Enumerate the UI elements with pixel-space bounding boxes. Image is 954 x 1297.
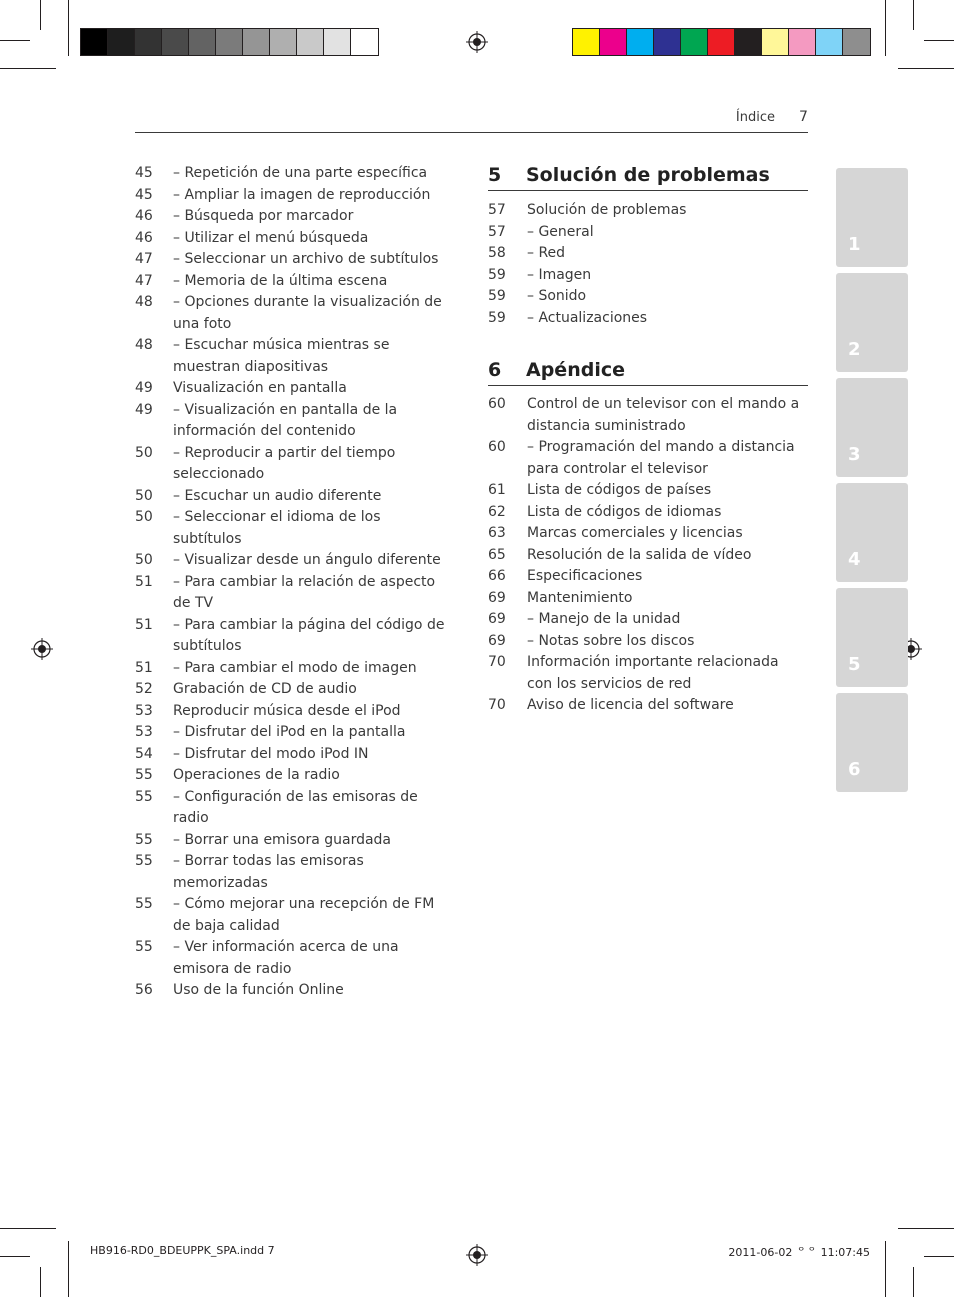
color-swatch — [816, 29, 843, 55]
toc-entry-text: – Disfrutar del iPod en la pantalla — [173, 724, 406, 740]
toc-entry[interactable] — [135, 701, 453, 723]
toc-page-number: 57 — [488, 223, 506, 240]
toc-page-number: 69 — [488, 589, 506, 606]
toc-page-number: 50 — [135, 487, 153, 504]
toc-entry-text: – Escuchar un audio diferente — [173, 487, 382, 504]
color-swatch — [135, 29, 162, 55]
crop-mark-bl-v2 — [68, 1241, 69, 1297]
toc-entry[interactable] — [135, 271, 453, 293]
toc-entry[interactable] — [488, 480, 806, 502]
crop-mark-br-h — [898, 1228, 954, 1229]
color-swatch — [708, 29, 735, 55]
chapter-tab-number: 4 — [848, 549, 861, 570]
header-rule — [135, 132, 808, 133]
toc-page-number: 57 — [488, 202, 506, 218]
toc-entry-text: – Red — [527, 245, 566, 261]
color-swatch — [654, 29, 681, 55]
registration-target-icon — [466, 1244, 488, 1266]
toc-page-number: 52 — [135, 681, 153, 697]
toc-entry-text: Especificaciones — [527, 568, 643, 584]
toc-entry-text: Control de un televisor con el mando a distancia suministrado — [527, 396, 800, 434]
toc-entry[interactable] — [488, 286, 806, 308]
toc-entry[interactable] — [135, 335, 453, 378]
toc-entry-text: – Notas sobre los discos — [527, 632, 695, 649]
crop-mark-tl-h — [0, 40, 30, 41]
toc-entry-text: – Memoria de la última escena — [173, 272, 388, 289]
toc-entry[interactable] — [135, 937, 453, 980]
toc-page-number: 63 — [488, 525, 506, 541]
chapter-tab-5[interactable] — [836, 588, 908, 687]
toc-page-number: 70 — [488, 697, 506, 713]
toc-entry-text: – Manejo de la unidad — [527, 611, 681, 627]
section-title: Solución de problemas — [526, 164, 770, 186]
toc-page-number: 48 — [135, 337, 153, 353]
chapter-tab-1[interactable] — [836, 168, 908, 267]
toc-page-number: 47 — [135, 251, 153, 267]
toc-entry[interactable] — [488, 566, 806, 588]
toc-entry[interactable] — [135, 443, 453, 486]
toc-page-number: 51 — [135, 616, 153, 633]
toc-entry[interactable] — [135, 550, 453, 572]
color-swatch — [627, 29, 654, 55]
toc-entry[interactable] — [135, 722, 453, 744]
toc-entry[interactable] — [488, 394, 806, 437]
toc-entry-text: – Actualizaciones — [527, 309, 648, 326]
toc-page-number: 70 — [488, 654, 506, 670]
process-color-bar — [572, 28, 871, 56]
toc-page-number: 60 — [488, 396, 506, 412]
toc-page-number: 59 — [488, 288, 506, 304]
toc-page-number: 50 — [135, 552, 153, 568]
toc-page-number: 69 — [488, 611, 506, 627]
toc-page-number: 46 — [135, 208, 153, 224]
toc-entry-text: – Imagen — [527, 266, 592, 283]
toc-page-number: 49 — [135, 401, 153, 418]
toc-entry[interactable] — [488, 222, 806, 244]
toc-entry[interactable] — [488, 588, 806, 610]
color-swatch — [573, 29, 600, 55]
toc-page-number: 55 — [135, 853, 153, 869]
chapter-tab-number: 5 — [848, 654, 861, 675]
toc-entry[interactable] — [488, 437, 806, 480]
chapter-tab-number: 2 — [848, 339, 861, 360]
toc-left-column — [135, 163, 453, 1002]
color-swatch — [681, 29, 708, 55]
toc-entry-text: – Visualizar desde un ángulo diferente — [173, 552, 441, 568]
section-title: Apéndice — [526, 359, 625, 381]
toc-entry[interactable] — [488, 308, 806, 330]
color-swatch — [324, 29, 351, 55]
toc-entry-text: Operaciones de la radio — [173, 767, 340, 783]
crop-mark-bl-v — [40, 1267, 41, 1297]
color-swatch — [762, 29, 789, 55]
toc-entry[interactable] — [135, 486, 453, 508]
toc-entry-text: Información importante relacionada con los servicios de red — [527, 654, 779, 692]
toc-page-number: 51 — [135, 659, 153, 676]
toc-entry[interactable] — [135, 787, 453, 830]
chapter-tab-6[interactable] — [836, 693, 908, 792]
toc-entry-text: Marcas comerciales y licencias — [527, 525, 743, 541]
footer-filename: HB916-RD0_BDEUPPK_SPA.indd 7 — [90, 1244, 275, 1257]
toc-entry[interactable] — [135, 206, 453, 228]
toc-page-number: 48 — [135, 294, 153, 310]
toc-entry-text: Visualización en pantalla — [173, 380, 347, 396]
toc-page-number: 55 — [135, 788, 153, 805]
toc-entry-text: – Para cambiar la página del código de subtítulos — [173, 616, 445, 654]
toc-page-number: 59 — [488, 309, 506, 326]
chapter-tab-number: 3 — [848, 444, 861, 465]
chapter-tab-4[interactable] — [836, 483, 908, 582]
toc-page-number: 66 — [488, 568, 506, 584]
toc-entry-text: Solución de problemas — [527, 202, 687, 218]
toc-entry-text: – Programación del mando a distancia para controlar el televisor — [527, 439, 795, 477]
toc-entry-text: Aviso de licencia del software — [527, 697, 734, 713]
toc-entry[interactable] — [488, 695, 806, 717]
toc-entry-text: – Sonido — [527, 288, 587, 304]
toc-page-number: 51 — [135, 573, 153, 590]
toc-entry-text: – Visualización en pantalla de la información del contenido — [173, 401, 398, 439]
page-number: 7 — [799, 109, 808, 125]
crop-mark-tl-v2 — [68, 0, 69, 56]
toc-entry[interactable] — [135, 980, 453, 1002]
toc-entry[interactable] — [488, 200, 806, 222]
crop-mark-tl-h2 — [0, 68, 56, 69]
toc-entry-text: Uso de la función Online — [173, 982, 344, 998]
toc-entry-text: – Seleccionar el idioma de los subtítulos — [173, 509, 381, 547]
toc-page-number: 69 — [488, 632, 506, 649]
chapter-tab-number: 6 — [848, 759, 861, 780]
toc-page-number: 45 — [135, 186, 153, 203]
toc-entry[interactable] — [488, 652, 806, 695]
toc-entry[interactable] — [135, 163, 453, 185]
toc-entry[interactable] — [488, 265, 806, 287]
crop-mark-bl-h2 — [0, 1256, 30, 1257]
chapter-tab-2[interactable] — [836, 273, 908, 372]
toc-page-number: 49 — [135, 380, 153, 396]
toc-page-number: 54 — [135, 745, 153, 762]
toc-entry[interactable] — [135, 572, 453, 615]
toc-page-number: 47 — [135, 272, 153, 289]
toc-entry[interactable] — [135, 658, 453, 680]
toc-entry[interactable] — [135, 507, 453, 550]
toc-entry[interactable] — [135, 615, 453, 658]
toc-entry[interactable] — [135, 851, 453, 894]
crop-mark-tr-h2 — [898, 68, 954, 69]
toc-entry-text: – Borrar todas las emisoras memorizadas — [173, 853, 364, 891]
toc-entry-text: – Para cambiar la relación de aspecto de TV — [173, 573, 436, 611]
toc-page-number: 50 — [135, 509, 153, 525]
toc-entry-text: – Repetición de una parte específica — [173, 165, 428, 181]
page-header-title: Índice — [735, 110, 775, 125]
color-swatch — [216, 29, 243, 55]
section-heading-6 — [488, 359, 808, 386]
toc-entry[interactable] — [488, 631, 806, 653]
color-swatch — [189, 29, 216, 55]
toc-entry-text: – Disfrutar del modo iPod IN — [173, 745, 369, 762]
registration-target-icon — [466, 31, 488, 53]
toc-entry[interactable] — [135, 765, 453, 787]
toc-entry[interactable] — [135, 249, 453, 271]
color-swatch — [351, 29, 378, 55]
toc-section-5-list — [488, 200, 806, 329]
toc-entry-text: – Ampliar la imagen de reproducción — [173, 186, 431, 203]
toc-page-number: 45 — [135, 165, 153, 181]
toc-entry[interactable] — [135, 744, 453, 766]
crop-mark-br-v2 — [885, 1241, 886, 1297]
toc-entry-text: – Utilizar el menú búsqueda — [173, 229, 369, 246]
crop-mark-tr-h — [924, 40, 954, 41]
toc-entry-text: – Borrar una emisora guardada — [173, 831, 392, 848]
chapter-tab-number: 1 — [848, 234, 861, 255]
toc-entry-text: – Escuchar música mientras se muestran diapositivas — [173, 337, 390, 375]
crop-mark-tr-v — [913, 0, 914, 30]
toc-page-number: 50 — [135, 444, 153, 461]
toc-page-number: 55 — [135, 831, 153, 848]
toc-entry[interactable] — [135, 185, 453, 207]
toc-entry-text: – Seleccionar un archivo de subtítulos — [173, 251, 439, 267]
toc-entry[interactable] — [488, 609, 806, 631]
toc-entry[interactable] — [135, 830, 453, 852]
toc-entry[interactable] — [135, 679, 453, 701]
toc-entry-text: Resolución de la salida de vídeo — [527, 546, 752, 563]
toc-entry-text: Lista de códigos de países — [527, 482, 712, 498]
toc-entry-text: – Ver información acerca de una emisora de radio — [173, 939, 399, 977]
toc-entry-text: – Búsqueda por marcador — [173, 208, 354, 224]
color-swatch — [600, 29, 627, 55]
toc-entry-text: – Reproducir a partir del tiempo seleccionado — [173, 444, 396, 482]
color-swatch — [108, 29, 135, 55]
chapter-tab-3[interactable] — [836, 378, 908, 477]
toc-page-number: 59 — [488, 266, 506, 283]
color-swatch — [735, 29, 762, 55]
section-heading-5 — [488, 164, 808, 191]
toc-entry-text: Lista de códigos de idiomas — [527, 503, 722, 520]
toc-entry-text: Mantenimiento — [527, 589, 633, 606]
toc-entry[interactable] — [488, 523, 806, 545]
toc-entry[interactable] — [488, 545, 806, 567]
toc-page-number: 55 — [135, 767, 153, 783]
color-swatch — [789, 29, 816, 55]
toc-page-number: 56 — [135, 982, 153, 998]
toc-entry[interactable] — [488, 243, 806, 265]
color-swatch — [297, 29, 324, 55]
crop-mark-tl-v — [40, 0, 41, 30]
toc-entry[interactable] — [135, 400, 453, 443]
section-number: 6 — [488, 359, 502, 381]
color-swatch — [243, 29, 270, 55]
toc-section-6-list — [488, 394, 806, 717]
toc-entry-text: – Opciones durante la visualización de una foto — [173, 294, 442, 332]
crop-mark-tr-v2 — [885, 0, 886, 56]
toc-entry-text: Reproducir música desde el iPod — [173, 702, 401, 719]
crop-mark-br-h2 — [924, 1256, 954, 1257]
toc-entry[interactable] — [488, 502, 806, 524]
toc-entry[interactable] — [135, 292, 453, 335]
color-swatch — [162, 29, 189, 55]
toc-page-number: 53 — [135, 702, 153, 719]
color-swatch — [81, 29, 108, 55]
color-swatch — [843, 29, 870, 55]
toc-page-number: 46 — [135, 229, 153, 246]
crop-mark-bl-h — [0, 1228, 56, 1229]
toc-entry[interactable] — [135, 228, 453, 250]
toc-page-number: 61 — [488, 482, 506, 498]
toc-entry-text: – Configuración de las emisoras de radio — [173, 788, 418, 826]
toc-entry-text: – Para cambiar el modo de imagen — [173, 659, 417, 676]
toc-entry[interactable] — [135, 378, 453, 400]
toc-entry-text: – General — [527, 223, 594, 240]
toc-page-number: 58 — [488, 245, 506, 261]
color-swatch — [270, 29, 297, 55]
toc-page-number: 55 — [135, 939, 153, 955]
section-number: 5 — [488, 164, 502, 186]
toc-entry[interactable] — [135, 894, 453, 937]
toc-page-number: 55 — [135, 896, 153, 912]
toc-page-number: 65 — [488, 546, 506, 563]
toc-entry-text: – Cómo mejorar una recepción de FM de baja calidad — [173, 896, 435, 934]
toc-entry-text: Grabación de CD de audio — [173, 681, 357, 697]
grayscale-color-bar — [80, 28, 379, 56]
toc-page-number: 62 — [488, 503, 506, 520]
registration-target-icon — [31, 638, 53, 660]
crop-mark-br-v — [913, 1267, 914, 1297]
footer-timestamp: 2011-06-02 ᄋᄋ 11:07:45 — [728, 1246, 870, 1259]
toc-page-number: 53 — [135, 724, 153, 740]
toc-page-number: 60 — [488, 439, 506, 455]
